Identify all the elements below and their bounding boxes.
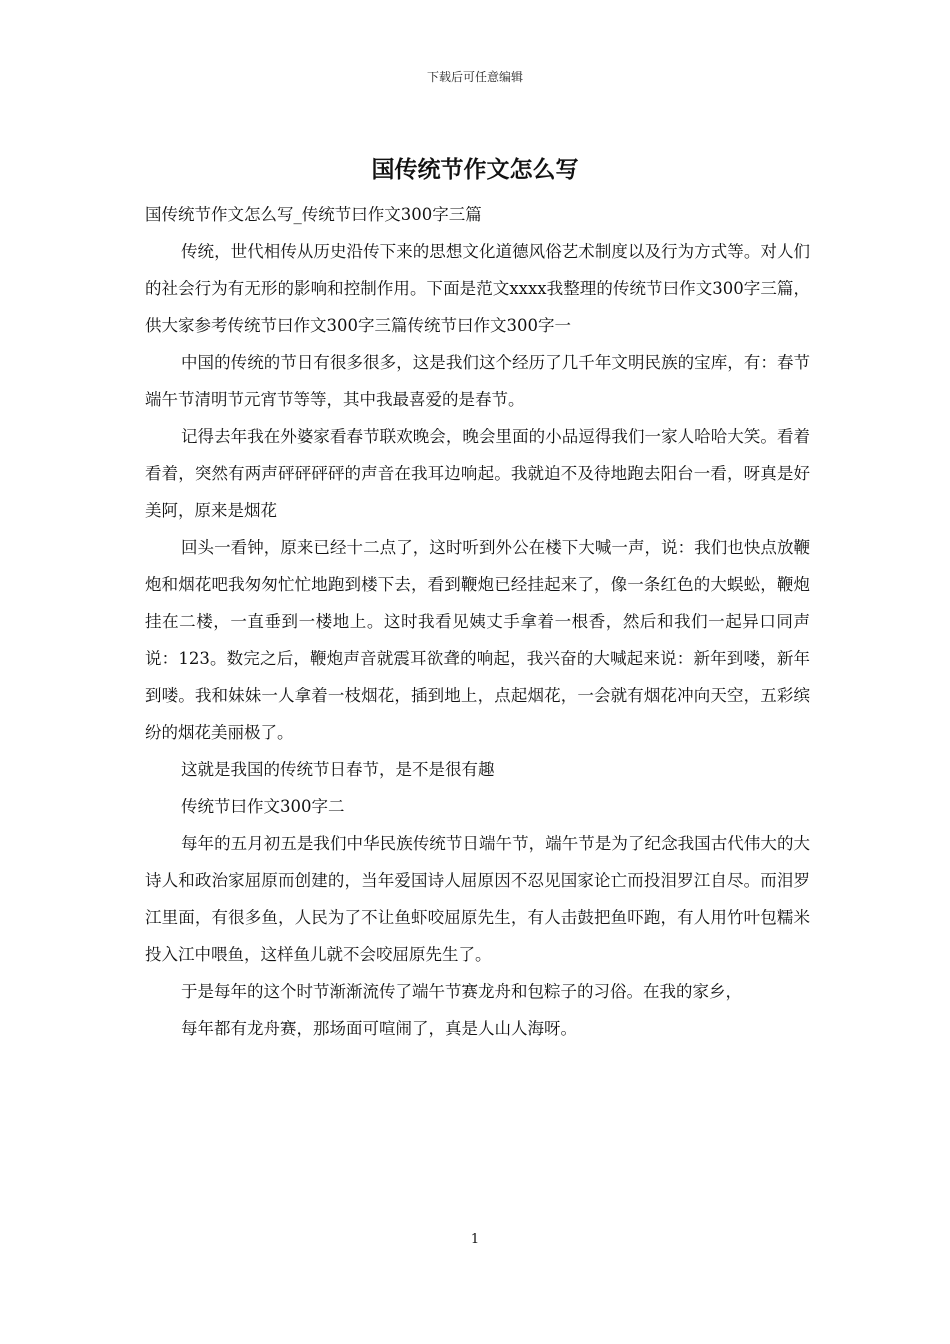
paragraph: 传统，世代相传从历史沿传下来的思想文化道德风俗艺术制度以及行为方式等。对人们的社会行为有无形的影响和控制作用。下面是范文xxxx我整理的传统节曰作文300字三篇，供大家参考传统节曰作文300字三篇传统节曰作文300字一 bbox=[145, 242, 810, 335]
paragraph: 这就是我国的传统节日春节，是不是很有趣 bbox=[181, 760, 495, 779]
paragraph: 每年都有龙舟赛，那场面可喧闹了，真是人山人海呀。 bbox=[181, 1019, 577, 1038]
document-subtitle: 国传统节作文怎么写_传统节曰作文300字三篇 bbox=[145, 205, 482, 224]
paragraph: 每年的五月初五是我们中华民族传统节日端午节，端午节是为了纪念我国古代伟大的大诗人和政治家屈原而创建的，当年爱国诗人屈原因不忍见国家论亡而投泪罗江自尽。而泪罗江里面，有很多鱼，人民为了不让鱼虾咬屈原先生，有人击鼓把鱼吓跑，有人用竹叶包糯米投入江中喂鱼，这样鱼儿就不会咬屈原先生了。 bbox=[145, 834, 810, 964]
section-heading: 传统节曰作文300字二 bbox=[181, 797, 345, 816]
page-number: 1 bbox=[470, 1232, 480, 1247]
paragraph: 回头一看钟，原来已经十二点了，这时听到外公在楼下大喊一声，说：我们也快点放鞭炮和烟花吧我匆匆忙忙地跑到楼下去，看到鞭炮已经挂起来了，像一条红色的大蜈蚣，鞭炮挂在二楼，一直垂到一楼地上。这时我看见姨丈手拿着一根香，然后和我们一起异口同声说：123。数完之后，鞭炮声音就震耳欲聋的响起，我兴奋的大喊起来说：新年到喽，新年到喽。我和妹妹一人拿着一枝烟花，插到地上，点起烟花，一会就有烟花冲向天空，五彩缤纷的烟花美丽极了。 bbox=[145, 538, 810, 742]
header-note: 下载后可任意编辑 bbox=[426, 70, 523, 84]
paragraph: 于是每年的这个时节渐渐流传了端午节赛龙舟和包粽子的习俗。在我的家乡， bbox=[181, 982, 742, 1001]
document-title: 国传统节作文怎么写 bbox=[371, 156, 579, 183]
document-body bbox=[145, 196, 810, 1047]
paragraph: 中国的传统的节日有很多很多，这是我们这个经历了几千年文明民族的宝库，有：春节端午节清明节元宵节等等，其中我最喜爱的是春节。 bbox=[145, 353, 810, 409]
paragraph: 记得去年我在外婆家看春节联欢晚会，晚会里面的小品逗得我们一家人哈哈大笑。看着看着，突然有两声砰砰砰砰的声音在我耳边响起。我就迫不及待地跑去阳台一看，呀真是好美阿，原来是烟花 bbox=[145, 427, 810, 520]
